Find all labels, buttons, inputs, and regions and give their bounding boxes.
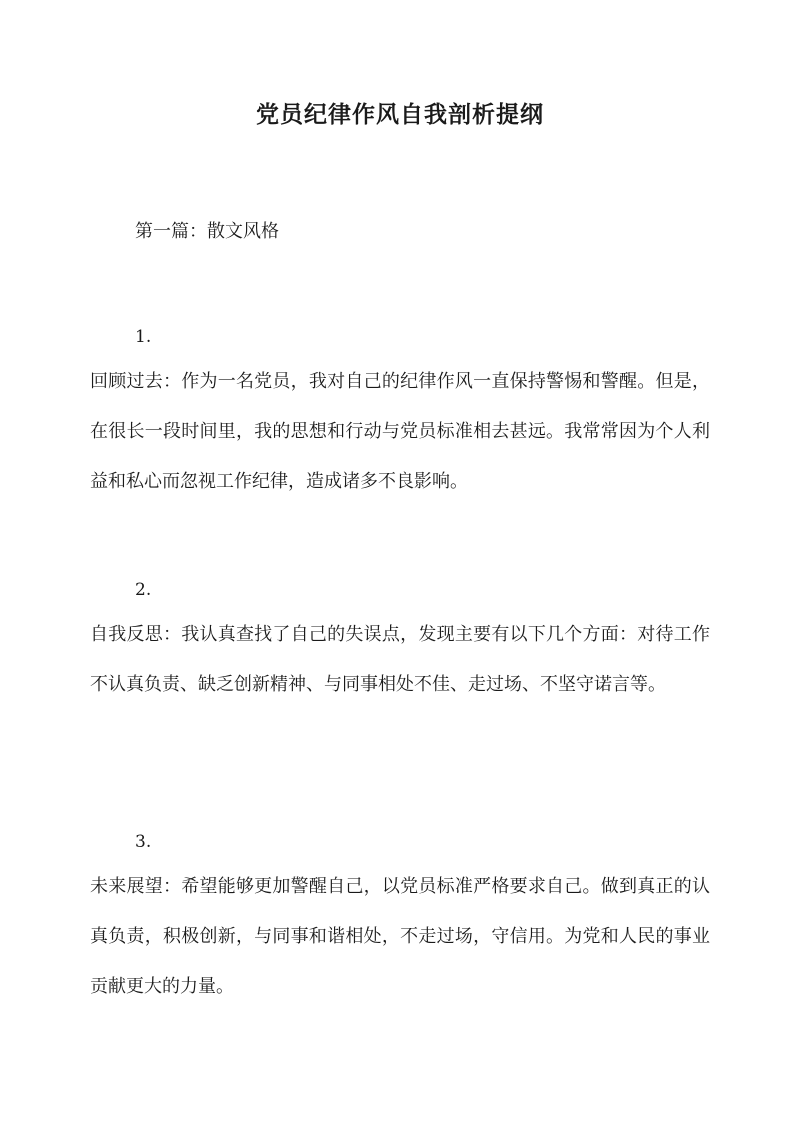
section-3-text: 未来展望：希望能够更加警醒自己，以党员标准严格要求自己。做到真正的认真负责，积极创新，与同事和谐相处，不走过场，守信用。为党和人民的事业贡献更大的力量。 [90,876,710,997]
section-2-number: 2. [135,580,152,600]
document-subtitle: 第一篇：散文风格 [135,221,279,242]
section-2-text: 自我反思：我认真查找了自己的失误点，发现主要有以下几个方面：对待工作不认真负责、缺乏创新精神、与同事相处不佳、走过场、不坚守诺言等。 [90,624,710,695]
section-1-number: 1. [135,327,152,347]
document-title: 党员纪律作风自我剖析提纲 [256,101,544,128]
section-3-number: 3. [135,832,152,852]
section-1-text: 回顾过去：作为一名党员，我对自己的纪律作风一直保持警惕和警醒。但是，在很长一段时间里，我的思想和行动与党员标准相去甚远。我常常因为个人利益和私心而忽视工作纪律，造成诸多不良影响。 [90,371,710,492]
